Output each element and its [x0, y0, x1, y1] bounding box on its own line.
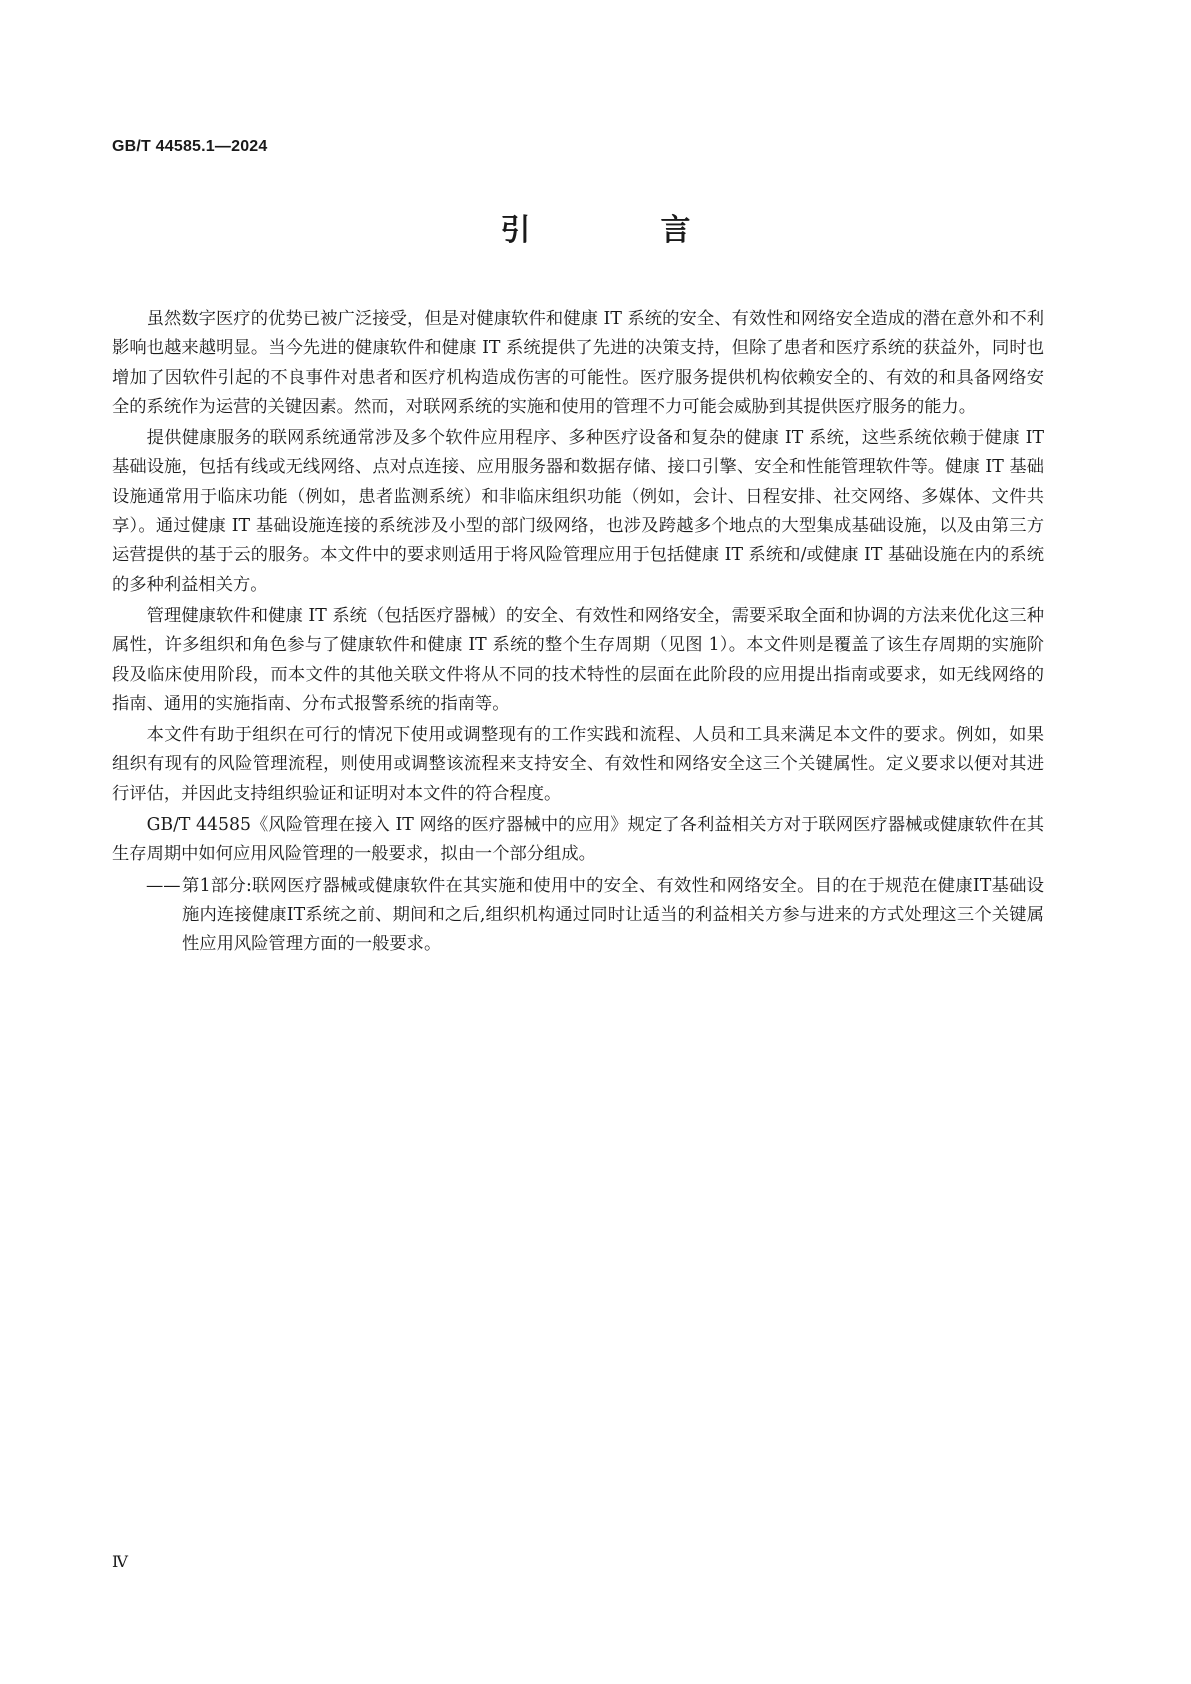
paragraph-4: 本文件有助于组织在可行的情况下使用或调整现有的工作实践和流程、人员和工具来满足本文件的要求。例如，如果组织有现有的风险管理流程，则使用或调整该流程来支持安全、有效性和网络安全这三个关键属性。定义要求以便对其进行评估，并因此支持组织验证和证明对本文件的符合程度。 — [112, 725, 1044, 804]
paragraph-1: 虽然数字医疗的优势已被广泛接受，但是对健康软件和健康 IT 系统的安全、有效性和网络安全造成的潜在意外和不利影响也越来越明显。当今先进的健康软件和健康 IT 系统提供了先进的决策支持，但除了患者和医疗系统的获益外，同时也增加了因软件引起的不良事件对患者和医疗机构造成伤害的可能性。医疗服务提供机构依赖安全的、有效的和具备网络安全的系统作为运营的关键因素。然而，对联网系统的实施和使用的管理不力可能会威胁到其提供医疗服务的能力。 — [112, 309, 1044, 417]
paragraph-3: 管理健康软件和健康 IT 系统（包括医疗器械）的安全、有效性和网络安全，需要采取全面和协调的方法来优化这三种属性，许多组织和角色参与了健康软件和健康 IT 系统的整个生存周期（见图 1）。本文件则是覆盖了该生存周期的实施阶段及临床使用阶段，而本文件的其他关联文件将从不同的技术特性的层面在此阶段的应用提出指南或要求，如无线网络的指南、通用的实施指南、分布式报警系统的指南等。 — [112, 605, 1044, 714]
section-title: 引 言 — [500, 213, 741, 248]
page-number: Ⅳ — [112, 1552, 128, 1571]
paragraph-2: 提供健康服务的联网系统通常涉及多个软件应用程序、多种医疗设备和复杂的健康 IT 系统，这些系统依赖于健康 IT 基础设施，包括有线或无线网络、点对点连接、应用服务器和数据存储、接口引擎、安全和性能管理软件等。健康 IT 基础设施通常用于临床功能（例如，患者监测系统）和非临床组织功能（例如，会计、日程安排、社交网络、多媒体、文件共享）。通过健康 IT 基础设施连接的系统涉及小型的部门级网络，也涉及跨越多个地点的大型集成基础设施，以及由第三方运营提供的基于云的服务。本文件中的要求则适用于将风险管理应用于包括健康 IT 系统和/或健康 IT 基础设施在内的系统的多种利益相关方。 — [112, 428, 1044, 595]
paragraph-5: GB/T 44585《风险管理在接入 IT 网络的医疗器械中的应用》规定了各利益相关方对于联网医疗器械或健康软件在其生存周期中如何应用风险管理的一般要求，拟由一个部分组成。 — [112, 815, 1044, 865]
body-text — [112, 305, 1044, 960]
list-item-part-1 — [112, 872, 1044, 960]
list-dash: —— — [146, 875, 181, 896]
list-item-text: 第1部分:联网医疗器械或健康软件在其实施和使用中的安全、有效性和网络安全。目的在于规范在健康IT基础设施内连接健康IT系统之前、期间和之后,组织机构通过同时让适当的利益相关方参与进来的方式处理这三个关键属性应用风险管理方面的一般要求。 — [182, 875, 1044, 955]
standard-code: GB/T 44585.1—2024 — [112, 138, 268, 155]
